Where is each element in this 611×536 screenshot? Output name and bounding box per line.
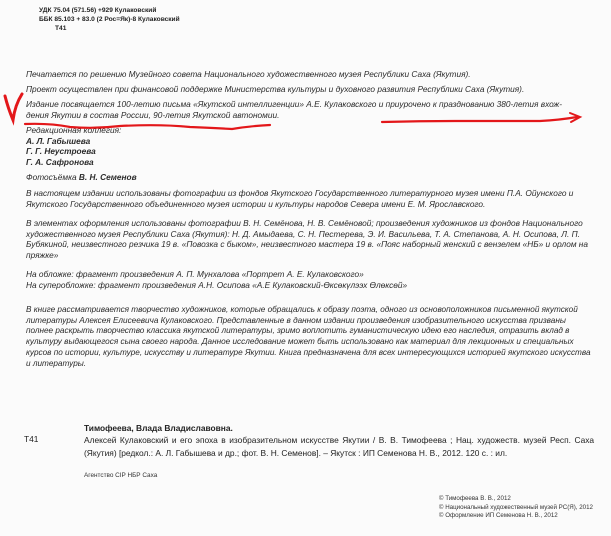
bib-description: Алексей Кулаковский и его эпоха в изобразительном искусстве Якутии / В. В. Тимофеева ; Нац. художеств. музей Респ. Саха (Якутия) [редкол.: А. Л. Габышева и др.; фот. В. Н. Семенов]. – Якутск : ИП Семенова Н. В., 2012. 120 с. : ил. (84, 435, 594, 458)
copyright-line: © Оформление ИП Семенова Н. В., 2012 (438, 512, 558, 520)
funding-text: Проект осуществлен при финансовой поддержке Министерства культуры и духовного развития Республики Саха (Якутия). (26, 84, 525, 94)
photographer-name: В. Н. Семенов (78, 172, 137, 182)
dedication-line-1: Издание посвящается 100-летию письма «Якутской интеллигенции» А.Е. Кулаковского и приурочено к празднованию 380-летия вхож- (26, 99, 563, 109)
photography-credit (26, 172, 591, 183)
design-elements-text: В элементах оформления использованы фотографии В. Н. Семёнова, Н. В. Семёновой; произведения художников из фондов Национального художественного музея Республики Саха (Якутия): Н. Д. Амыдаева, С. Н. Пестерева, Э. И. Васильева, Т. А. Степанова, А. Н. Осипова, Л. П. Бубякиной, неизвестного резчика 19 в. «Повозка с быком», неизвестного мастера 19 в. «Пояс наборный женский с вензелем «НБ» и орлом на пряжке» (26, 218, 588, 260)
decision-text: Печатается по решению Музейного совета Национального художественного музея Республики Саха (Якутия). (26, 69, 471, 79)
cover-text: На обложке: фрагмент произведения А. П. Мунхалова «Портрет А. Е. Кулаковского» (26, 269, 364, 279)
udk-code: УДК 75.04 (571.56) +929 Кулаковский (39, 7, 157, 14)
editor-name: Г. А. Сафронова (26, 156, 94, 167)
dedication (26, 99, 591, 120)
supercover-text: На суперобложке: фрагмент произведения А.Н. Осипова «А.Е Кулаковский-Өксөкүлээх Өлөксөй» (26, 280, 408, 290)
bib-code: Т41 (24, 434, 39, 444)
bbk-code: ББК 85.103 + 83.0 (2 Рос=Як)-8 Кулаковский (39, 16, 180, 23)
checkmark-annotation (5, 94, 22, 120)
copyright-block (439, 495, 593, 521)
editor-name: Г. Г. Неустроева (26, 146, 96, 157)
author-sign-code: Т41 (55, 25, 67, 32)
photo-label: Фотосъёмка (26, 172, 77, 182)
cip-agency: Агентство CIP НБР Саха (84, 472, 158, 479)
editorial-heading: Редакционная коллегия: (26, 125, 122, 135)
dedication-line-2: дения Якутии в состав России, 90-летия Якутской автономии. (26, 109, 280, 120)
bib-author: Тимофеева, Влада Владиславовна. (84, 423, 233, 433)
abstract-text: В книге рассматривается творчество художников, которые обращались к образу поэта, одного из основоположников письменной якутской литературы Алексея Елисеевича Кулаковского. Представленные в данном издании произведения изобразительного искусства призваны полнее раскрыть творчество классика якутской литературы, зримо воплотить гуманистическую идею его наследия, отразить вклад в культуру выдающегося сына своего народа. Данное исследование может быть использовано как материал для лекционных и специальных курсов по истории, культуре, искусству и литературе Якутии. Книга предназначена для всех интересующихся историей якутского искусства и литературы. (26, 305, 591, 368)
photos-source-text: В настоящем издании использованы фотографии из фондов Якутского Государственного литературного музея имени П.А. Ойунского и Якутского Государственного объединенного музея истории и культуры народов Севера имени Е. М. Ярославского. (26, 188, 574, 209)
editorial-board (26, 125, 591, 167)
cover-note (26, 269, 591, 280)
funding-note (26, 84, 591, 95)
design-elements-note (26, 218, 591, 260)
copyright-line: © Тимофеева В. В., 2012 (438, 495, 511, 502)
copyright-line: © Национальный художественный музей РС(Я), 2012 (438, 503, 593, 511)
classification-header (39, 6, 180, 33)
photos-source-note (26, 188, 591, 209)
supercover-note (26, 280, 591, 291)
publication-decision (26, 69, 591, 80)
book-abstract (26, 305, 591, 369)
editor-name: А. Л. Габышева (26, 135, 91, 146)
